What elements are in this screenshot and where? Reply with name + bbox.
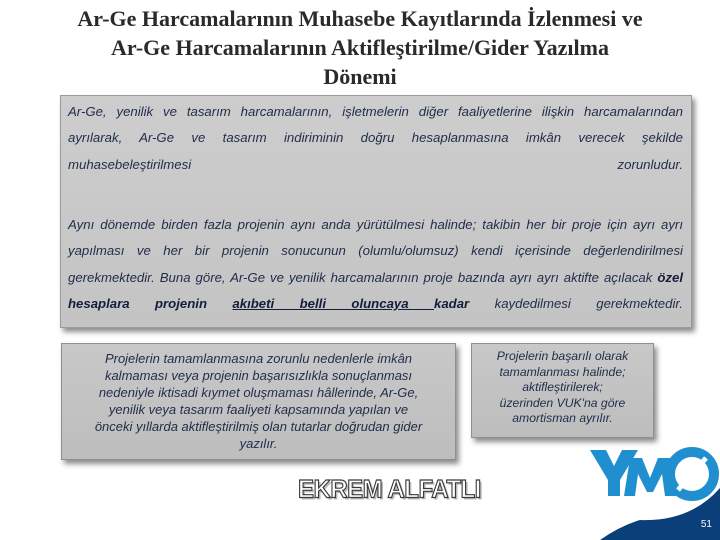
title-line-2: Ar-Ge Harcamalarının Aktifleştirilme/Gider Yazılma	[111, 35, 609, 60]
successful-project-line-1: Projelerin başarılı olarak	[496, 349, 629, 363]
successful-project-line-2: tamamlanması halinde;	[499, 364, 626, 379]
paragraph-2-bold-2: kadar	[433, 296, 470, 312]
paragraph-2-bold-underline: akıbeti belli oluncaya	[232, 296, 434, 312]
logo-ring-cut	[678, 458, 706, 490]
successful-project-line-5: amortisman ayrılır.	[512, 411, 613, 425]
failed-project-line-2: kalmaması veya projenin başarısızlıkla sonuçlanması	[104, 368, 413, 383]
successful-project-line-4: üzerinden VUK'na göre	[499, 395, 626, 410]
title-line-1: Ar-Ge Harcamalarının Muhasebe Kayıtlarında İzlenmesi ve	[77, 6, 643, 31]
failed-project-line-3: nedeniyle iktisadi kıymet oluşmaması hâllerinde, Ar-Ge,	[98, 385, 419, 400]
page-number: 51	[700, 519, 712, 530]
failed-project-line-4: yenilik veya tasarım faaliyeti kapsamında yapılan ve	[108, 402, 409, 417]
failed-project-line-5: önceki yıllarda aktifleştirilmiş olan tutarlar doğrudan gider	[94, 419, 423, 434]
successful-project-box	[471, 343, 654, 438]
paragraph-2-start: Aynı dönemde birden fazla projenin aynı anda yürütülmesi halinde; takibin her bir proje için ayrı ayrı yapılması ve her bir projenin sonucunun (olumlu/olumsuz) kendi içerisinde değerlendirilmesi gerekmektedir. Buna göre, Ar-Ge ve yenilik harcamalarının proje bazında ayrı ayrı aktifte açılacak	[68, 217, 683, 285]
main-text-box	[60, 95, 692, 328]
logo-letters	[590, 450, 676, 496]
title-line-3: Dönemi	[323, 64, 397, 89]
paragraph-2-bold-1: özel hesaplara projenin	[68, 269, 683, 312]
failed-project-line-6: yazılır.	[239, 436, 278, 451]
author-signature: EKREM ALFATLI	[298, 475, 481, 504]
failed-project-line-1: Projelerin tamamlanmasına zorunlu nedenlerle imkân	[104, 351, 413, 366]
paragraph-1: Ar-Ge, yenilik ve tasarım harcamalarının, işletmelerin diğer faaliyetlerine ilişkin harcamalarından ayrılarak, Ar-Ge ve tasarım indiriminin doğru hesaplanmasına imkân verecek şekilde muhasebeleştirilmesi zorunludur.	[68, 104, 683, 172]
failed-project-box	[61, 343, 456, 460]
paragraph-2-end: kaydedilmesi gerekmektedir.	[469, 296, 683, 312]
paragraph-2	[68, 212, 683, 343]
slide-title	[40, 4, 680, 91]
successful-project-line-3: aktifleştirilerek;	[522, 380, 603, 394]
